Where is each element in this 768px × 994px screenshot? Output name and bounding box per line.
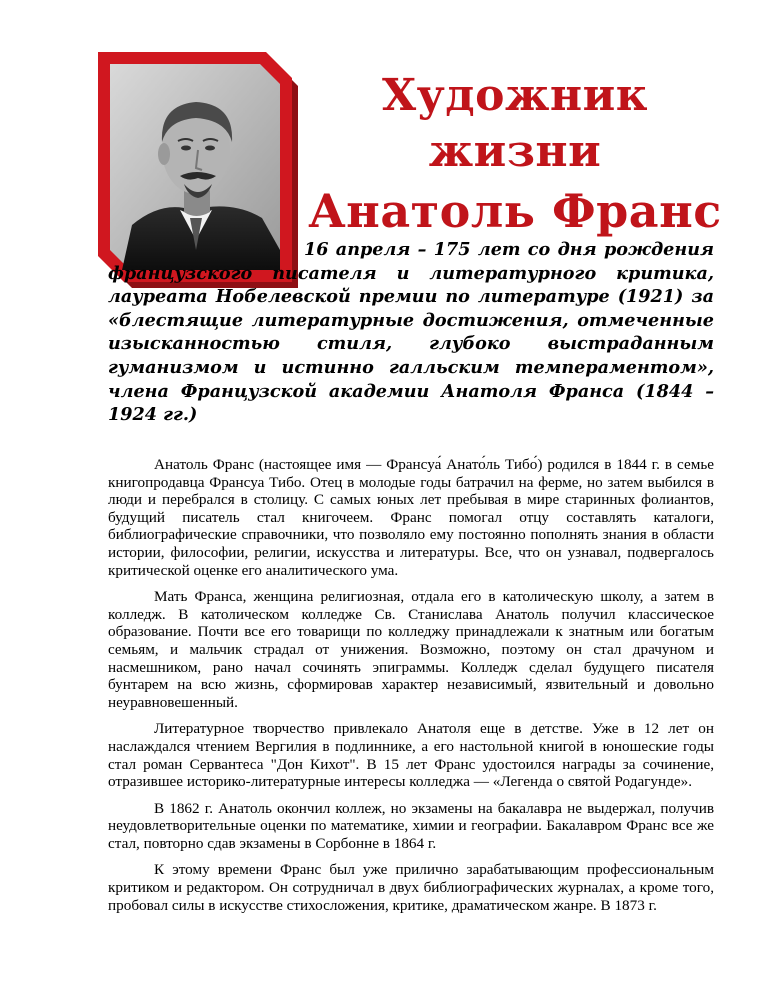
title-line-1: Художник <box>381 70 649 121</box>
paragraph-3: Литературное творчество привлекало Анатоля еще в детстве. Уже в 12 лет он наслаждался чтением Вергилия в подлиннике, а его настольной книгой в юношеские годы стал роман Сервантеса "Дон Кихот". В 15 лет Франс удостоился награды за сочинение, отразившее историко-литературные интересы колледжа — «Легенда о святой Родагунде». <box>108 720 714 791</box>
lead-text: 16 апреля – 175 лет со дня рождения французского писателя и литературного критика, лауреата Нобелевской премии по литературе (1921) за «блестящие литературные достижения, отмеченные изысканностью стиля, глубоко выстраданным гуманизмом и истинно галльским темпераментом», члена Французской академии Анатоля Франса (1844 – 1924 гг.) <box>108 239 714 426</box>
paragraph-4: В 1862 г. Анатоль окончил коллеж, но экзамены на бакалавра не выдержал, получив неудовлетворительные оценки по математике, химии и географии. Бакалавром Франс все же стал, повторно сдав экзамены в Сорбонне в 1864 г. <box>108 799 714 852</box>
paragraph-5: К этому времени Франс был уже прилично зарабатывающим профессиональным критиком и редактором. Он сотрудничал в двух библиографических журналах, а кроме того, пробовал силы в искусстве стихосложения, критике, драматическом жанре. В 1873 г. <box>108 861 714 914</box>
article-body <box>108 456 714 923</box>
title-line-3: Анатоль Франс <box>308 184 722 238</box>
lead-paragraph <box>108 238 714 427</box>
page-title <box>300 68 730 240</box>
paragraph-2: Мать Франса, женщина религиозная, отдала его в католическую школу, а затем в колледж. В католическом колледже Св. Станислава Анатоль получил классическое образование. Почти все его товарищи по колледжу принадлежали к знатным или богатым семьям, и мальчик страдал от унижения. Возможно, поэтому он стал драчуном и насмешником, рано начал сочинять эпиграммы. Колледж сделал будущего писателя бунтарем на всю жизнь, сформировав характер независимый, язвительный и довольно неуравновешенный. <box>108 588 714 711</box>
paragraph-1: Анатоль Франс (настоящее имя — Франсуа́ Анато́ль Тибо́) родился в 1844 г. в семье книгопродавца Франсуа Тибо. Отец в молодые годы батрачил на ферме, но затем выбился в люди и перебрался в столицу. С самых юных лет пребывая в мире старинных фолиантов, будущий писатель стал книгочеем. Франс помогал отцу составлять каталоги, библиографические справочники, что позволяло ему постоянно пополнять знания в области истории, философии, религии, искусства и литературы. Все, что он узнавал, подвергалось критической оценке его аналитического ума. <box>108 456 714 579</box>
title-line-2: жизни <box>428 126 602 177</box>
